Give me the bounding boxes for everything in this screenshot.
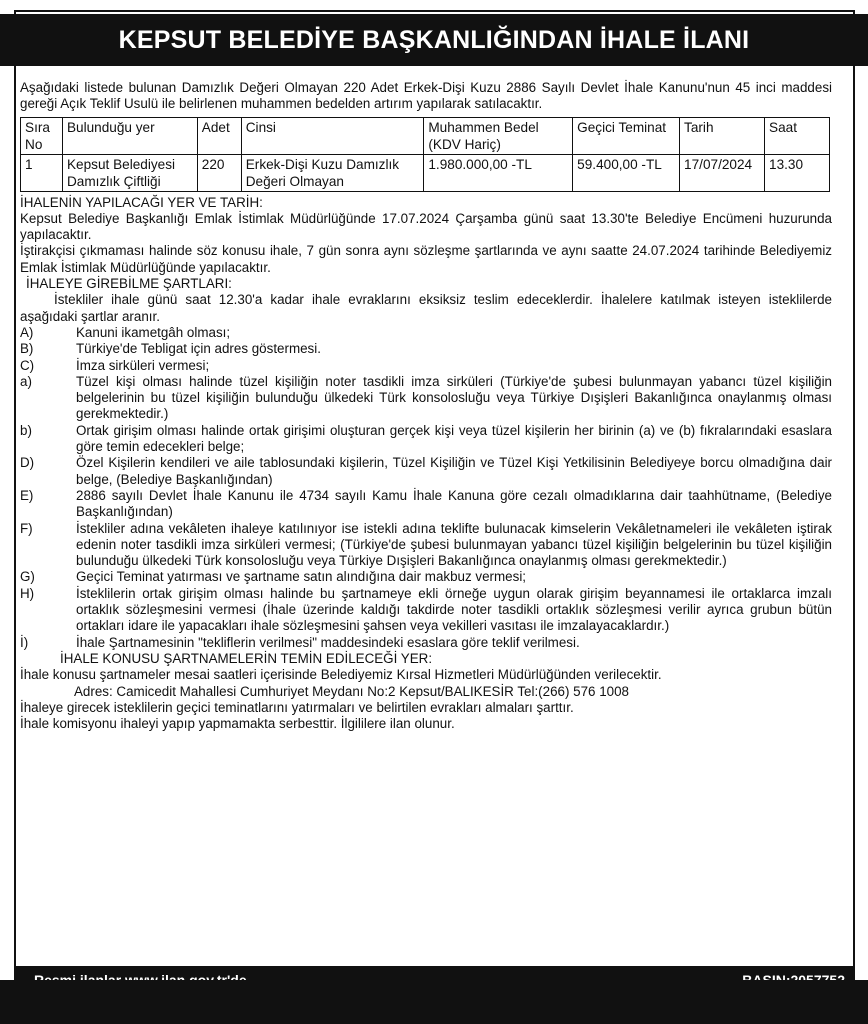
list-item [20,423,832,456]
spec-heading: İHALE KONUSU ŞARTNAMELERİN TEMİN EDİLECEĞİ YER: [60,650,433,666]
conditions-intro: İstekliler ihale günü saat 12.30'a kadar ihale evraklarını eksiksiz teslim edeceklerdir. İhalelere katılmak isteyen isteklilerde aşağıdaki şartlar aranır. [20,292,832,324]
item-text: İmza sirküleri vermesi; [76,357,210,373]
cell-no: 1 [21,154,63,191]
header-cell-location: Bulunduğu yer [62,117,197,154]
item-text: İstekliler adına vekâleten ihaleye katılınıyor ise istekli adına teklifte bulunacak kimselerin Vekâletnameleri ile vekâleten iştirak edenin noter tasdikli imza sirküleri vermesi; (Türkiye'de şubesi bulunmayan yabancı tüzel kişiliğin belgelerinin bu tüzel kişiliğin bulunduğu ülkedeki Türk konsolosluğu veya Türkiye Dışişleri Bakanlığınca onaylanmış olması gerekmektedir.) [76,520,832,569]
list-item [20,455,832,488]
header-cell-type: Cinsi [241,117,424,154]
notice-title: KEPSUT BELEDİYE BAŞKANLIĞINDAN İHALE İLANI [0,14,868,66]
list-item [20,635,832,651]
cell-quantity: 220 [197,154,241,191]
item-text: Türkiye'de Tebligat için adres göstermesi. [76,341,321,357]
item-label: H) [20,585,35,601]
list-item [20,358,832,374]
item-text: İsteklilerin ortak girişim olması halinde bu şartnameye ekli örneğe uygun olarak girişim beyannamesi ile ortaklarca imzalı ortaklık sözleşmesini vermesi (İhale üzerinde kaldığı takdirde noter tasdikli ortaklık sözleşmesi verilir ayrıca grubun bütün ortakları idare ile yapacakları ihale sözleşmesini şahsen veya vekilleri vasıtası ile imzalayacaklardır.) [76,585,832,634]
place-text-1: Kepsut Belediye Başkanlığı Emlak İstimlak Müdürlüğünde 17.07.2024 Çarşamba günü saat 13.30'te Belediye Encümeni huzurunda yapılacaktır. [20,210,832,243]
item-text: Geçici Teminat yatırması ve şartname satın alındığına dair makbuz vermesi; [76,569,527,585]
cell-time: 13.30 [765,154,830,191]
table-row [21,154,830,191]
item-text: 2886 sayılı Devlet İhale Kanunu ile 4734 sayılı Kamu İhale Kanuna göre cezalı olmadıklarına dair taahhütname, (Belediye Başkanlığından) [76,487,832,520]
table-header-row [21,117,830,154]
address-line: Adres: Camicedit Mahallesi Cumhuriyet Meydanı No:2 Kepsut/BALIKESİR Tel:(266) 576 1008 [74,683,629,699]
item-text: Özel Kişilerin kendileri ve aile tablosundaki kişilerin, Tüzel Kişiliğin ve Tüzel Kişi Yetkilisinin Belediyeye borcu olmadığına dair belge, (Belediye Başkanlığından) [76,455,832,487]
list-item [20,586,832,635]
item-label: D) [20,455,35,471]
spec-text: İhale konusu şartnameler mesai saatleri içerisinde Belediyemiz Kırsal Hizmetleri Müdürlüğünden verilecektir. [20,667,662,683]
list-item [20,488,832,521]
header-cell-deposit: Geçici Teminat [573,117,680,154]
list-item [20,521,832,570]
notice-body [20,80,832,732]
intro-paragraph: Aşağıdaki listede bulunan Damızlık Değeri Olmayan 220 Adet Erkek-Dişi Kuzu 2886 Sayılı Devlet İhale Kanunu'nun 45 inci maddesi gereği Açık Teklif Usulü ile belirlenen muhammen bedelden artırım yapılarak satılacaktır. [20,80,832,112]
item-label: b) [20,422,32,438]
item-label: C) [20,357,35,373]
item-label: E) [20,487,34,503]
auction-table [20,117,830,192]
cell-type: Erkek-Dişi Kuzu Damızlık Değeri Olmayan [241,154,424,191]
item-label: B) [20,341,34,357]
list-item [20,374,832,423]
place-text-2: İştirakçisi çıkmaması halinde söz konusu ihale, 7 gün sonra aynı sözleşme şartlarında ve aynı saatte 24.07.2024 tarihinde Belediyemiz Emlak İstimlak Müdürlüğünde yapılacaktır. [20,243,832,275]
closing-text-1: İhaleye girecek isteklilerin geçici teminatlarını yatırmaları ve belirtilen evrakları almaları şarttır. [20,699,574,715]
header-cell-quantity: Adet [197,117,241,154]
list-item [20,341,832,357]
bottom-band [0,980,868,1024]
list-item [20,325,832,341]
closing-text-2: İhale komisyonu ihaleyi yapıp yapmamakta serbesttir. İlgililere ilan olunur. [20,716,455,732]
item-label: A) [20,324,34,340]
item-label: a) [20,373,32,389]
header-cell-time: Saat [765,117,830,154]
header-cell-estimated-price: Muhammen Bedel (KDV Hariç) [424,117,573,154]
cell-date: 17/07/2024 [680,154,765,191]
conditions-heading: İHALEYE GİREBİLME ŞARTLARI: [26,276,232,292]
item-label: F) [20,520,33,536]
list-item [20,569,832,585]
place-heading: İHALENİN YAPILACAĞI YER VE TARİH: [20,194,263,210]
item-text: Ortak girişim olması halinde ortak girişimi oluşturan gerçek kişi veya tüzel kişilerin her birinin (a) ve (b) fıkralarındaki esaslara göre temin edecekleri belge; [76,422,832,455]
item-label: G) [20,569,35,585]
item-text: Tüzel kişi olması halinde tüzel kişiliğin noter tasdikli imza sirküleri (Türkiye'de şubesi bulunmayan yabancı tüzel kişiliğin belgelerinin bu tüzel kişiliğin bulunduğu ülkedeki Türk konsolosluğu veya Türkiye Dışişleri Bakanlığınca onaylanmış olması gerekmektedir.) [76,373,832,422]
header-cell-date: Tarih [680,117,765,154]
item-text: Kanuni ikametgâh olması; [76,324,231,340]
cell-estimated-price: 1.980.000,00 -TL [424,154,573,191]
header-cell-no: Sıra No [21,117,63,154]
cell-location: Kepsut Belediyesi Damızlık Çiftliği [62,154,197,191]
item-label: İ) [20,634,29,650]
conditions-list [20,325,832,651]
item-text: İhale Şartnamesinin "tekliflerin verilmesi" maddesindeki esaslara göre teklif verilmesi. [76,634,580,650]
cell-deposit: 59.400,00 -TL [573,154,680,191]
